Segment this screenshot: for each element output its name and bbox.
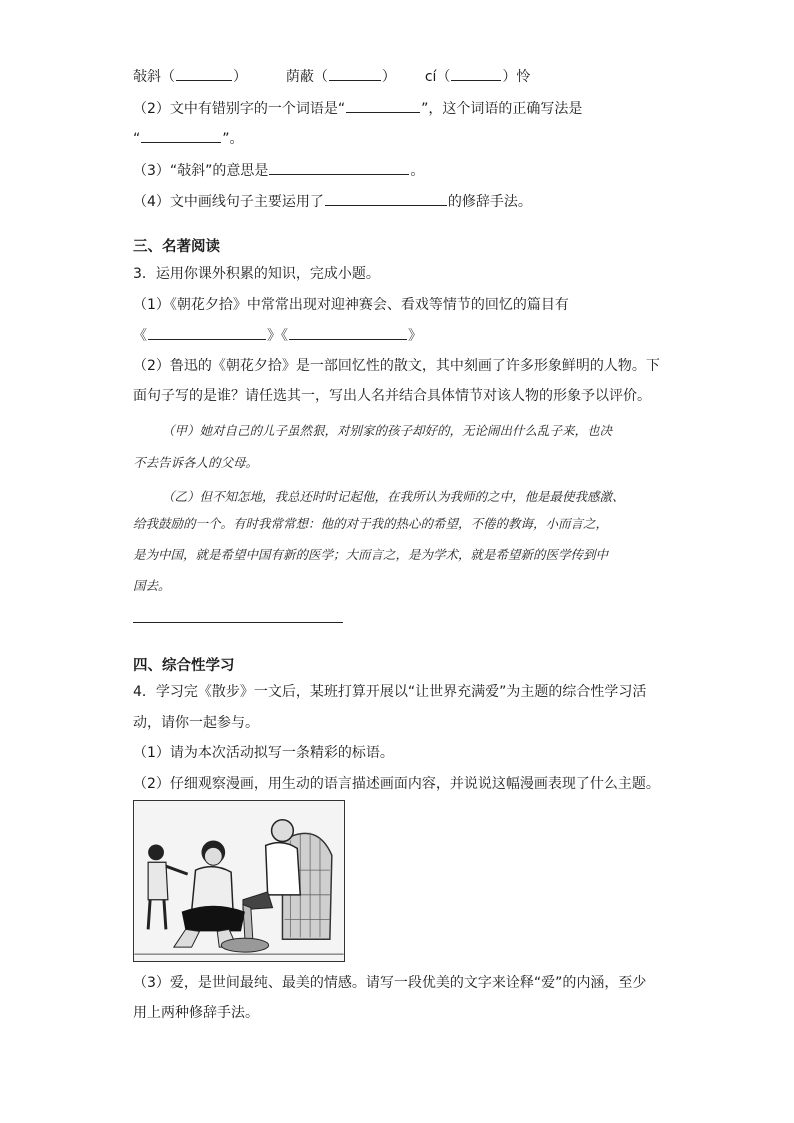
answer-line[interactable]	[133, 622, 343, 623]
answer-blank[interactable]	[141, 128, 221, 143]
question-text: 面句子写的是谁？请任选其一，写出人名并结合具体情节对该人物的形象予以评价。	[133, 388, 651, 404]
answer-blank[interactable]	[289, 325, 407, 340]
cartoon-image	[133, 800, 345, 962]
question-intro: 动，请你一起参与。	[133, 715, 259, 731]
section-heading-classics: 三、名著阅读	[133, 239, 220, 255]
question-text: （1）《朝花夕拾》中常常出现对迎神赛会、看戏等情节的回忆的篇目有	[133, 297, 569, 313]
answer-blank[interactable]	[269, 160, 409, 175]
question-typo-correction: “ ”。	[133, 128, 244, 149]
word-qixie: 敧斜	[133, 69, 161, 85]
answer-blank[interactable]	[176, 66, 232, 81]
answer-blank[interactable]	[325, 191, 447, 206]
question-meaning: （3）“敧斜”的意思是 。	[133, 160, 424, 181]
question-rhetoric: （4）文中画线句子主要运用了 的修辞手法。	[133, 191, 532, 212]
quote-yi: 给我鼓励的一个。有时我常常想：他的对于我的热心的希望，不倦的教诲，小而言之，	[133, 516, 609, 531]
quote-yi: （乙）但不知怎地，我总还时时记起他，在我所认为我师的之中，他是最使我感激、	[162, 489, 625, 504]
question-intro: 3．运用你课外积累的知识，完成小题。	[133, 266, 380, 282]
quote-jia: （甲）她对自己的儿子虽然狠，对别家的孩子却好的，无论闹出什么乱子来，也决	[162, 423, 613, 438]
quote-yi: 是为中国，就是希望中国有新的医学；大而言之，是为学术，就是希望新的医学传到中	[133, 547, 609, 562]
vocab-row: 敧斜（ ） 荫蔽（ ） cí（ ）怜	[133, 66, 530, 87]
answer-blank[interactable]	[148, 325, 266, 340]
quote-yi: 国去。	[133, 578, 171, 593]
answer-blank[interactable]	[451, 66, 501, 81]
section-heading-integrated: 四、综合性学习	[133, 658, 235, 674]
word-yinbi: 荫蔽	[285, 69, 314, 85]
question-text: （2）鲁迅的《朝花夕拾》是一部回忆性的散文，其中刻画了许多形象鲜明的人物。下	[133, 358, 660, 374]
quote-jia: 不去告诉各人的父母。	[133, 455, 259, 470]
pinyin-ci: cí	[424, 69, 437, 85]
question-intro: 4．学习完《散步》一文后，某班打算开展以“让世界充满爱”为主题的综合性学习活	[133, 684, 647, 700]
question-love: （3）爱，是世间最纯、最美的情感。请写一段优美的文字来诠释“爱”的内涵，至少	[133, 975, 647, 991]
question-cartoon: （2）仔细观察漫画，用生动的语言描述画面内容，并说说这幅漫画表现了什么主题。	[133, 776, 660, 792]
answer-blank[interactable]	[346, 98, 420, 113]
question-typo: （2）文中有错别字的一个词语是“ ”，这个词语的正确写法是	[133, 98, 582, 119]
book-title-blanks: 《 》《 》	[133, 325, 422, 346]
family-cartoon-illustration	[134, 801, 344, 961]
answer-blank[interactable]	[329, 66, 381, 81]
question-love: 用上两种修辞手法。	[133, 1005, 259, 1021]
question-slogan: （1）请为本次活动拟写一条精彩的标语。	[133, 745, 394, 761]
